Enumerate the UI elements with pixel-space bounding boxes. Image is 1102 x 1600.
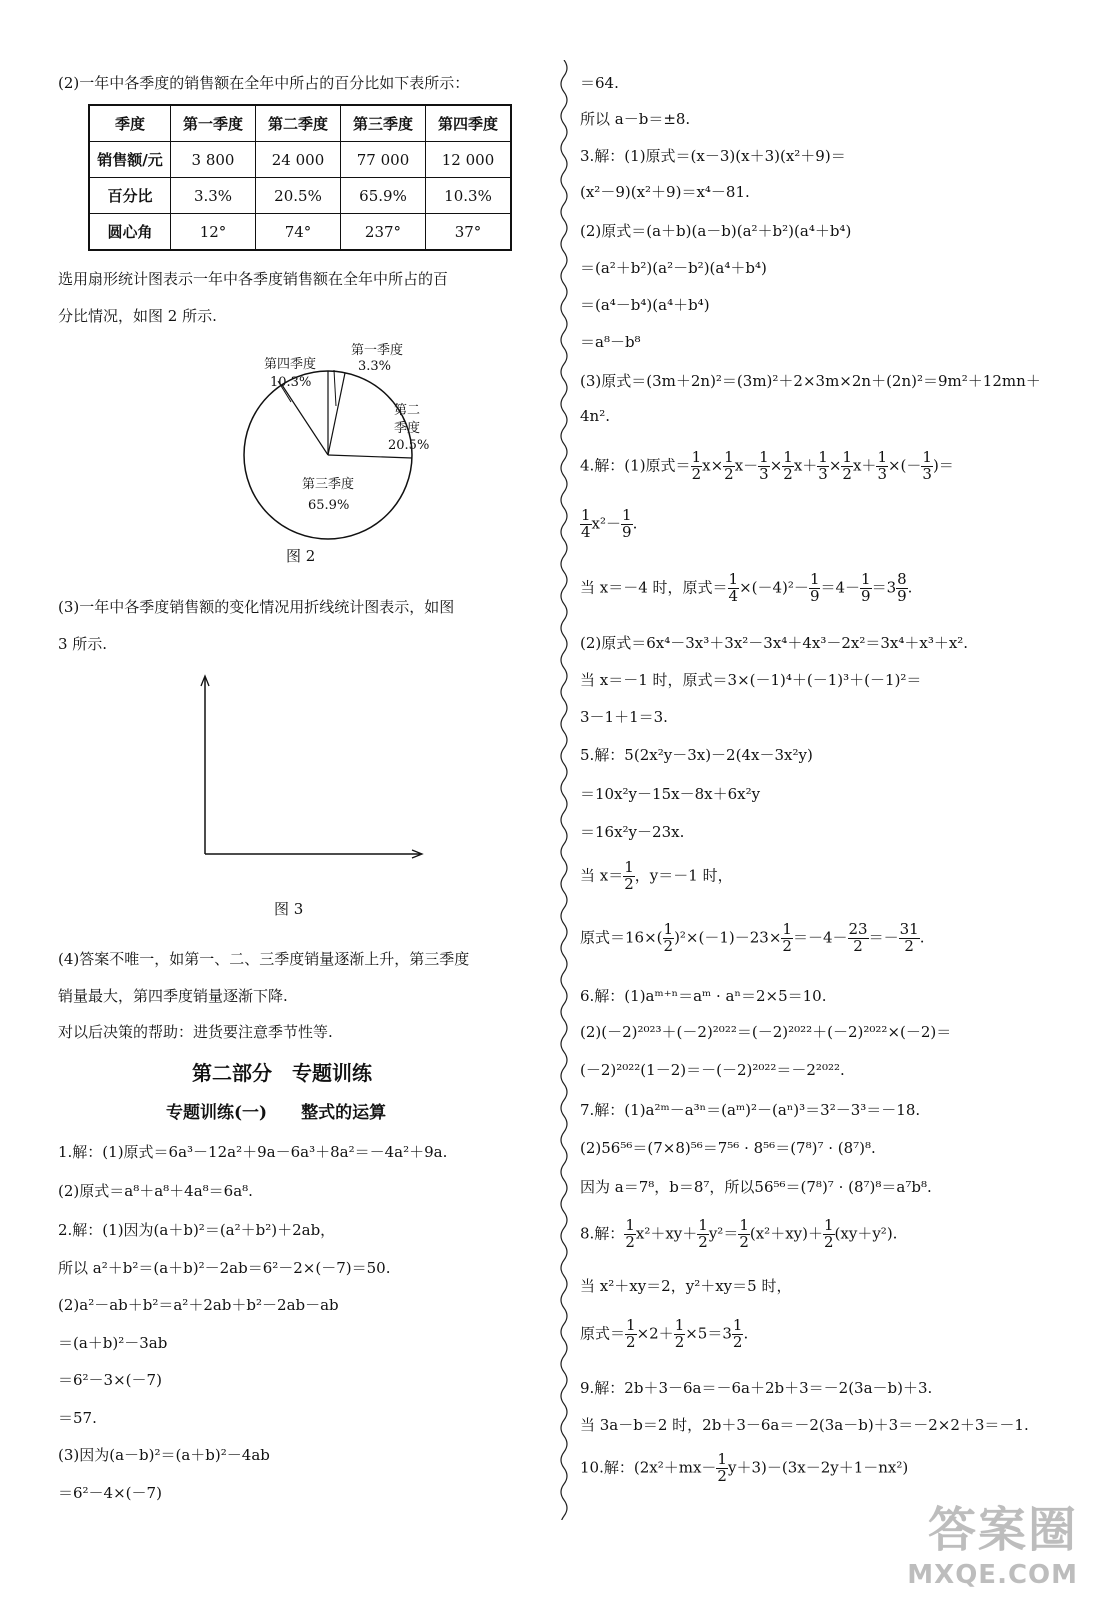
text-line: 3.解：(1)原式＝(x－3)(x＋3)(x²＋9)＝ xyxy=(580,147,846,165)
table-cell: 圆心角 xyxy=(89,214,171,251)
text: . xyxy=(632,514,638,533)
text: ×2＋ xyxy=(636,1324,674,1343)
text: (x²＋xy)＋ xyxy=(749,1224,823,1243)
text: 10.解：(2x²＋mx－ xyxy=(580,1458,717,1477)
fraction: $\frac{1}{2}$ xyxy=(739,1216,749,1251)
fraction: $\frac{1}{2}$ xyxy=(717,1450,727,1485)
column-divider xyxy=(557,60,571,1520)
text: 当 x＝－4 时，原式＝ xyxy=(580,578,728,597)
table-header-row xyxy=(89,105,511,142)
text: x＋ xyxy=(852,456,877,475)
pie-label: 65.9% xyxy=(308,498,350,513)
table-cell: 37° xyxy=(426,214,512,251)
text: )＝ xyxy=(932,456,954,475)
math-line xyxy=(580,572,912,605)
watermark xyxy=(907,1491,1078,1590)
text-line: 对以后决策的帮助：进货要注意季节性等. xyxy=(58,1023,333,1041)
text: ＝4－ xyxy=(820,578,861,597)
table-row xyxy=(89,214,511,251)
table-cell: 3.3% xyxy=(171,178,256,214)
figure-caption: 图 3 xyxy=(274,900,304,918)
math-line xyxy=(580,1218,897,1251)
text-line: (2)原式＝6x⁴－3x³＋3x²－3x⁴＋4x³－2x²＝3x⁴＋x³＋x². xyxy=(580,634,969,652)
text: ×(－4)²－ xyxy=(739,578,809,597)
text: x＋ xyxy=(793,456,818,475)
table-cell: 第四季度 xyxy=(426,105,512,142)
text-line: 当 3a－b＝2 时，2b＋3－6a＝－2(3a－b)＋3＝－2×2＋3＝－1. xyxy=(580,1416,1029,1434)
math-line xyxy=(580,1318,748,1351)
fraction: $\frac{1}{2}$ xyxy=(783,448,793,483)
text-line: 当 x²＋xy＝2，y²＋xy＝5 时， xyxy=(580,1277,792,1295)
fraction: $\frac{1}{2}$ xyxy=(842,448,852,483)
table-cell: 24 000 xyxy=(256,142,341,178)
text-line: 7.解：(1)a²ᵐ－a³ⁿ＝(aᵐ)²－(aⁿ)³＝3²－3³＝－18. xyxy=(580,1101,921,1119)
text: ，y＝－1 时， xyxy=(634,866,733,885)
text: (xy＋y²). xyxy=(834,1224,898,1243)
text: 原式＝ xyxy=(580,1324,626,1343)
text-line: 3 所示. xyxy=(58,635,108,653)
fraction: $\frac{1}{2}$ xyxy=(624,858,634,893)
table-row xyxy=(89,142,511,178)
text-line: 1.解：(1)原式＝6a³－12a²＋9a－6a³＋8a²＝－4a²＋9a. xyxy=(58,1143,448,1161)
pie-label: 季度 xyxy=(394,421,421,436)
text-line: (2)原式＝a⁸＋a⁸＋4a⁸＝6a⁸. xyxy=(58,1182,253,1200)
pie-label: 第四季度 xyxy=(264,357,317,372)
text-line: ＝10x²y－15x－8x＋6x²y xyxy=(580,785,761,803)
text-line: ＝(a²＋b²)(a²－b²)(a⁴＋b⁴) xyxy=(580,259,767,277)
math-line xyxy=(580,922,924,955)
section-title: 专题训练(一) 整式的运算 xyxy=(166,1103,387,1123)
text-line: ＝6²－4×(－7) xyxy=(58,1484,162,1502)
text: )²×(－1)－23× xyxy=(674,928,782,947)
text: y²＝ xyxy=(708,1224,739,1243)
text-line: ＝(a＋b)²－3ab xyxy=(58,1334,168,1352)
text: × xyxy=(828,456,842,475)
text-line: ＝6²－3×(－7) xyxy=(58,1371,162,1389)
figure-caption: 图 2 xyxy=(286,547,316,565)
pie-label: 第三季度 xyxy=(302,477,355,492)
fraction: $\frac{23}{2}$ xyxy=(848,920,868,955)
text-line: ＝16x²y－23x. xyxy=(580,823,685,841)
pie-label: 20.5% xyxy=(388,438,430,453)
text-line: (2)原式＝(a＋b)(a－b)(a²＋b²)(a⁴＋b⁴) xyxy=(580,222,852,240)
fraction: $\frac{1}{4}$ xyxy=(728,570,739,605)
table-cell: 3 800 xyxy=(171,142,256,178)
text-line: (2)56⁵⁶＝(7×8)⁵⁶＝7⁵⁶ · 8⁵⁶＝(7⁸)⁷ · (8⁷)⁸. xyxy=(580,1139,876,1157)
text: x²＋xy＋ xyxy=(635,1224,698,1243)
fraction: $\frac{1}{2}$ xyxy=(724,448,734,483)
text: ＝3 xyxy=(871,578,897,597)
fraction: $\frac{1}{9}$ xyxy=(809,570,820,605)
text-line: 3－1＋1＝3. xyxy=(580,708,668,726)
text: 8.解： xyxy=(580,1224,625,1243)
text-line: ＝a⁸－b⁸ xyxy=(580,333,641,351)
leader-line xyxy=(334,370,336,406)
text: x× xyxy=(702,456,724,475)
table-cell: 12° xyxy=(171,214,256,251)
fraction: $\frac{1}{3}$ xyxy=(759,448,769,483)
table-cell: 第二季度 xyxy=(256,105,341,142)
fraction: $\frac{1}{2}$ xyxy=(626,1316,636,1351)
pie-label: 3.3% xyxy=(358,359,392,374)
fraction: $\frac{1}{3}$ xyxy=(922,448,932,483)
text-line: ＝57. xyxy=(58,1409,97,1427)
fraction: $\frac{1}{9}$ xyxy=(622,506,632,541)
text-line: (3)因为(a－b)²＝(a＋b)²－4ab xyxy=(58,1446,270,1464)
table-cell: 第一季度 xyxy=(171,105,256,142)
fraction: $\frac{1}{3}$ xyxy=(818,448,828,483)
fraction: $\frac{1}{2}$ xyxy=(691,448,702,483)
text: × xyxy=(769,456,783,475)
text: ×(－ xyxy=(887,456,922,475)
math-line xyxy=(580,450,954,483)
fraction: $\frac{1}{2}$ xyxy=(674,1316,685,1351)
text-line: 4n². xyxy=(580,407,610,425)
watermark-url: MXQE.COM xyxy=(907,1560,1078,1590)
text: 4.解：(1)原式＝ xyxy=(580,456,691,475)
text-line: (2)a²－ab＋b²＝a²＋2ab＋b²－2ab－ab xyxy=(58,1296,339,1314)
fraction: $\frac{1}{2}$ xyxy=(625,1216,635,1251)
table-cell: 77 000 xyxy=(341,142,426,178)
text-line: (3)一年中各季度销售额的变化情况用折线统计图表示，如图 xyxy=(58,598,455,616)
text-line: (4)答案不唯一，如第一、二、三季度销量逐渐上升，第三季度 xyxy=(58,950,470,968)
watermark-logo-text: 答案圈 xyxy=(927,1502,1078,1558)
fraction: $\frac{8}{9}$ xyxy=(897,570,907,605)
text: x²－ xyxy=(591,514,622,533)
math-line xyxy=(580,1452,908,1485)
text: ＝－ xyxy=(868,928,899,947)
text-line: 2.解：(1)因为(a＋b)²＝(a²＋b²)＋2ab， xyxy=(58,1221,336,1239)
math-line xyxy=(580,860,733,893)
line-chart xyxy=(120,664,480,896)
text: 当 x＝ xyxy=(580,866,624,885)
text-line: 因为 a＝7⁸，b＝8⁷，所以56⁵⁶＝(7⁸)⁷ · (8⁷)⁸＝a⁷b⁸. xyxy=(580,1178,932,1196)
pie-label: 第一季度 xyxy=(351,343,404,358)
table-cell: 20.5% xyxy=(256,178,341,214)
text-line: 6.解：(1)aᵐ⁺ⁿ＝aᵐ · aⁿ＝2×5＝10. xyxy=(580,987,827,1005)
text-line: 5.解：5(2x²y－3x)－2(4x－3x²y) xyxy=(580,746,813,764)
fraction: $\frac{1}{2}$ xyxy=(663,920,674,955)
text-line: 所以 a²＋b²＝(a＋b)²－2ab＝6²－2×(－7)＝50. xyxy=(58,1259,391,1277)
pie-slice-line xyxy=(328,373,345,455)
text-line: (－2)²⁰²²(1－2)＝－(－2)²⁰²²＝－2²⁰²². xyxy=(580,1061,845,1079)
text-line: 选用扇形统计图表示一年中各季度销售额在全年中所占的百 xyxy=(58,270,449,288)
text: . xyxy=(907,578,913,597)
fraction: $\frac{1}{4}$ xyxy=(581,506,591,541)
text: ×5＝3 xyxy=(685,1324,732,1343)
pie-slice-line xyxy=(282,385,328,455)
text-line: 所以 a－b＝±8. xyxy=(580,110,691,128)
fraction: $\frac{1}{2}$ xyxy=(824,1216,834,1251)
text-line: (2)一年中各季度的销售额在全年中所占的百分比如下表所示： xyxy=(58,74,470,92)
math-line xyxy=(580,508,637,541)
text: y＋3)－(3x－2y＋1－nx²) xyxy=(727,1458,909,1477)
table-cell: 第三季度 xyxy=(341,105,426,142)
fraction: $\frac{1}{2}$ xyxy=(782,920,792,955)
sales-table xyxy=(88,104,512,251)
table-cell: 销售额/元 xyxy=(89,142,171,178)
text: x－ xyxy=(734,456,759,475)
text-line: (x²－9)(x²＋9)＝x⁴－81. xyxy=(580,183,750,201)
text: 原式＝16×( xyxy=(580,928,663,947)
fraction: $\frac{31}{2}$ xyxy=(899,920,919,955)
text: ＝－4－ xyxy=(792,928,848,947)
text-line: 9.解：2b＋3－6a＝－6a＋2b＋3＝－2(3a－b)＋3. xyxy=(580,1379,933,1397)
text-line: (2)(－2)²⁰²³＋(－2)²⁰²²＝(－2)²⁰²²＋(－2)²⁰²²×(－2)＝ xyxy=(580,1023,952,1041)
text-line: 当 x＝－1 时，原式＝3×(－1)⁴＋(－1)³＋(－1)²＝ xyxy=(580,671,922,689)
text-line: ＝(a⁴－b⁴)(a⁴＋b⁴) xyxy=(580,296,710,314)
text: . xyxy=(919,928,925,947)
fraction: $\frac{1}{9}$ xyxy=(861,570,871,605)
fraction: $\frac{1}{2}$ xyxy=(698,1216,708,1251)
text-line: 分比情况，如图 2 所示. xyxy=(58,307,217,325)
text: . xyxy=(743,1324,749,1343)
table-cell: 百分比 xyxy=(89,178,171,214)
table-cell: 10.3% xyxy=(426,178,512,214)
pie-label: 第二 xyxy=(394,403,421,418)
fraction: $\frac{1}{3}$ xyxy=(877,448,887,483)
pie-label: 10.3% xyxy=(270,375,312,390)
table-cell: 12 000 xyxy=(426,142,512,178)
table-cell: 季度 xyxy=(89,105,171,142)
table-row xyxy=(89,178,511,214)
text-line: ＝64. xyxy=(580,74,619,92)
text-line: 销量最大，第四季度销量逐渐下降. xyxy=(58,987,288,1005)
pie-chart xyxy=(198,336,458,548)
fraction: $\frac{1}{2}$ xyxy=(732,1316,743,1351)
table-cell: 74° xyxy=(256,214,341,251)
part-title: 第二部分 专题训练 xyxy=(192,1061,372,1085)
text-line: (3)原式＝(3m＋2n)²＝(3m)²＋2×3m×2n＋(2n)²＝9m²＋12mn＋ xyxy=(580,372,1041,390)
table-cell: 65.9% xyxy=(341,178,426,214)
pie-slice-line xyxy=(328,455,412,458)
table-cell: 237° xyxy=(341,214,426,251)
